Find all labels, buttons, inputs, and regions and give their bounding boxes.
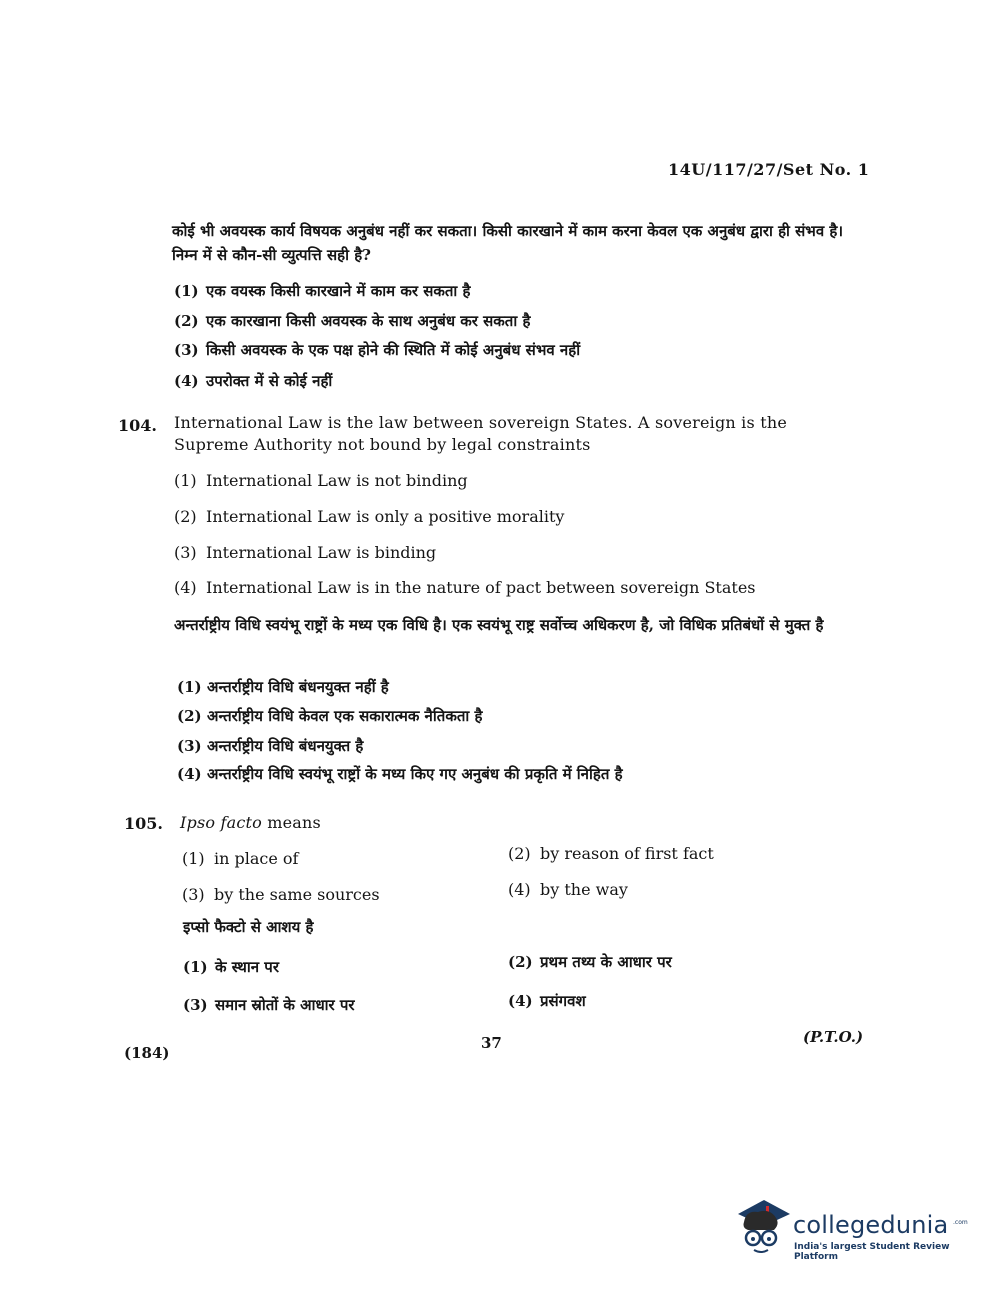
q105-hindi-text: इप्सो फैक्टो से आशय है	[183, 918, 314, 936]
q105-number: 105.	[124, 814, 163, 833]
q105-hindi-option-4[interactable]: (4) प्रसंगवश	[508, 992, 586, 1010]
q104-question-text: International Law is the law between sovereign States. A sovereign is the Supreme Authority not bound by legal constraints	[174, 413, 787, 454]
collegedunia-mascot-icon	[736, 1196, 792, 1258]
q103-hindi-text: कोई भी अवयस्क कार्य विषयक अनुबंध नहीं कर सकता। किसी कारखाने में काम करना केवल एक अनुबंध द्वारा ही संभव है। निम्न में से कौन-सी व्युत्पत्ति सही है?	[172, 222, 844, 264]
q103-hindi-option-3[interactable]: (3) किसी अवयस्क के एक पक्ष होने की स्थिति में कोई अनुबंध संभव नहीं	[174, 341, 581, 359]
q104-hindi-option-3[interactable]: (3) अन्तर्राष्ट्रीय विधि बंधनयुक्त है	[177, 737, 364, 755]
q105-means: means	[261, 813, 321, 832]
q104-option-1[interactable]: (1) International Law is not binding	[174, 471, 468, 490]
q105-hindi-option-1[interactable]: (1) के स्थान पर	[183, 958, 279, 976]
q104-number: 104.	[118, 416, 157, 435]
pto-label: (P.T.O.)	[803, 1028, 864, 1046]
collegedunia-tagline: India's largest Student Review Platform	[794, 1242, 950, 1262]
q105-option-2[interactable]: (2) by reason of first fact	[508, 844, 714, 863]
q104-hindi-text: अन्तर्राष्ट्रीय विधि स्वयंभू राष्ट्रों के मध्य एक विधि है। एक स्वयंभू राष्ट्र सर्वोच्च अधिकरण है, जो विधिक प्रतिबंधों से मुक्त है	[174, 616, 824, 634]
q104-hindi-option-4[interactable]: (4) अन्तर्राष्ट्रीय विधि स्वयंभू राष्ट्रों के मध्य किए गए अनुबंध की प्रकृति में निहित है	[177, 765, 623, 783]
collegedunia-brand: collegedunia	[793, 1211, 949, 1239]
q103-hindi-option-4[interactable]: (4) उपरोक्त में से कोई नहीं	[174, 372, 333, 390]
paper-code: 14U/117/27/Set No. 1	[668, 160, 870, 179]
q105-hindi-option-3[interactable]: (3) समान स्रोतों के आधार पर	[183, 996, 355, 1014]
q104-hindi-option-1[interactable]: (1) अन्तर्राष्ट्रीय विधि बंधनयुक्त नहीं है	[177, 678, 389, 696]
q104-option-2[interactable]: (2) International Law is only a positive morality	[174, 507, 565, 526]
q103-hindi-option-2[interactable]: (2) एक कारखाना किसी अवयस्क के साथ अनुबंध कर सकता है	[174, 312, 531, 330]
q103-hindi-option-1[interactable]: (1) एक वयस्क किसी कारखाने में काम कर सकता है	[174, 282, 471, 300]
q105-option-1[interactable]: (1) in place of	[182, 849, 299, 868]
q105-option-3[interactable]: (3) by the same sources	[182, 885, 380, 904]
q104-option-4[interactable]: (4) International Law is in the nature of pact between sovereign States	[174, 578, 756, 597]
q105-hindi-option-2[interactable]: (2) प्रथम तथ्य के आधार पर	[508, 953, 672, 971]
q105-term: Ipso facto	[180, 813, 262, 832]
page-number: 37	[481, 1034, 502, 1052]
footer-code: (184)	[124, 1044, 170, 1062]
q105-question-text	[180, 812, 321, 834]
q105-option-4[interactable]: (4) by the way	[508, 880, 628, 899]
collegedunia-suffix: .com	[953, 1219, 968, 1226]
q104-hindi-option-2[interactable]: (2) अन्तर्राष्ट्रीय विधि केवल एक सकारात्मक नैतिकता है	[177, 707, 483, 725]
q104-option-3[interactable]: (3) International Law is binding	[174, 543, 437, 562]
